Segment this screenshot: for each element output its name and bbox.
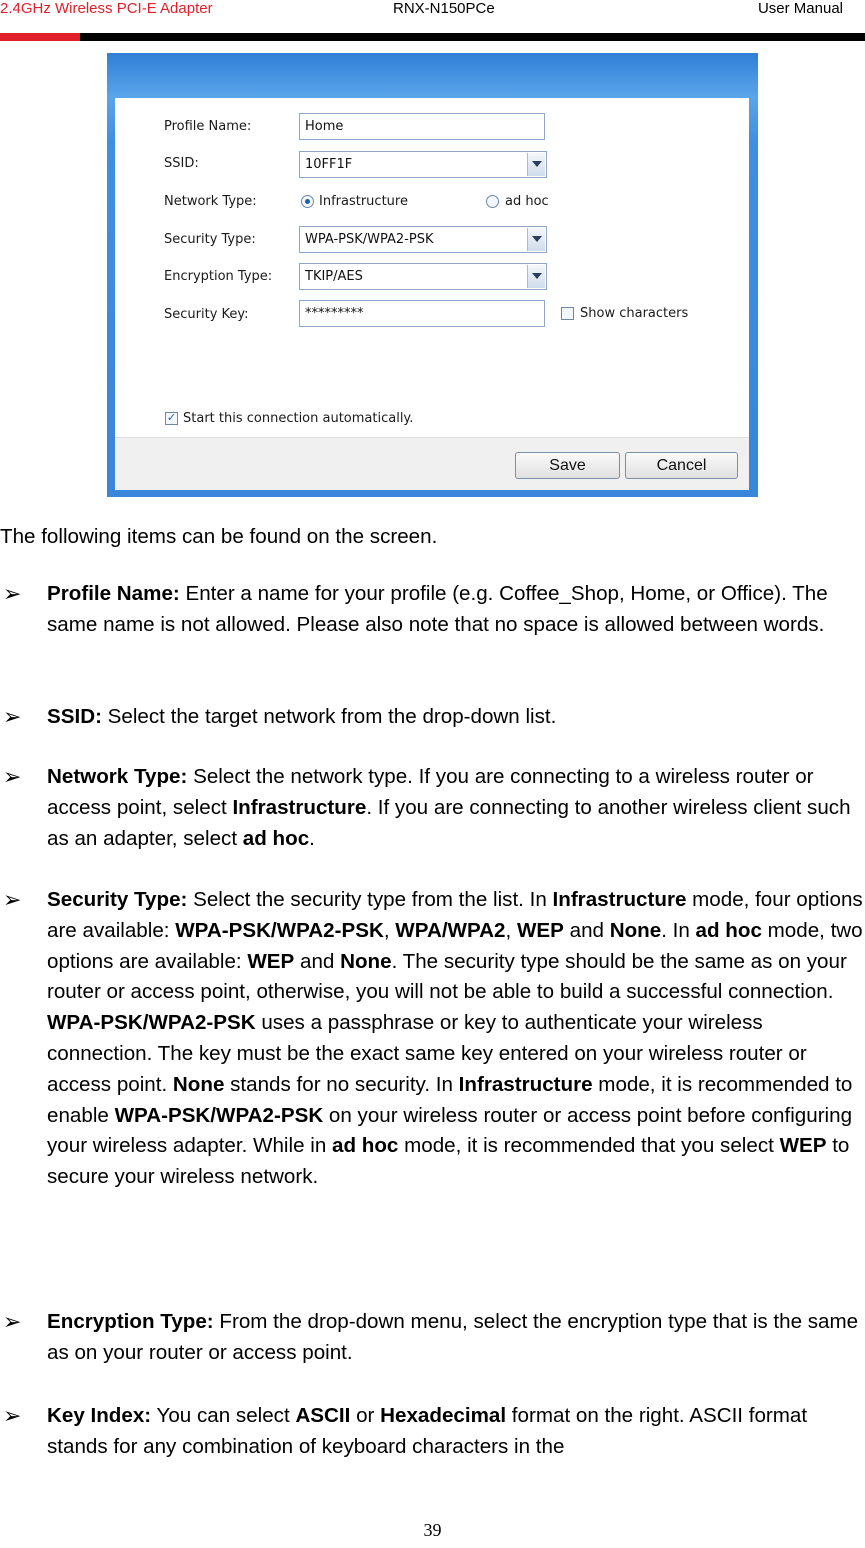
list-item — [0, 762, 865, 854]
profile-dialog-screenshot — [107, 53, 758, 497]
list-item — [0, 1401, 865, 1463]
ssid-value: 10FF1F — [305, 157, 353, 172]
page-number: 39 — [423, 1520, 442, 1540]
security-key-input[interactable]: ********* — [299, 300, 545, 327]
adhoc-radio-label: ad hoc — [505, 194, 549, 209]
item-text: Profile Name: Enter a name for your profile (e.g. Coffee_Shop, Home, or Office). The same name is not allowed. Please also note that no space is allowed between words. — [47, 582, 828, 636]
arrow-bullet-icon: ➢ — [3, 887, 22, 912]
chevron-down-icon[interactable] — [527, 228, 545, 251]
arrow-bullet-icon: ➢ — [3, 1403, 22, 1428]
header-rule-accent — [0, 33, 80, 41]
security-type-value: WPA-PSK/WPA2-PSK — [305, 232, 434, 247]
header-rule — [80, 33, 865, 41]
term: Encryption Type: — [47, 1310, 214, 1333]
term: Security Type: — [47, 888, 188, 911]
infrastructure-radio[interactable] — [301, 195, 314, 208]
item-text: Encryption Type: From the drop-down menu, select the encryption type that is the same as on your router or access point. — [47, 1310, 859, 1364]
encryption-type-select[interactable] — [299, 263, 547, 290]
cancel-button[interactable]: Cancel — [625, 452, 738, 479]
ssid-select[interactable] — [299, 151, 547, 178]
ssid-label: SSID: — [164, 156, 199, 171]
list-item — [0, 1307, 865, 1369]
encryption-type-value: TKIP/AES — [305, 269, 363, 284]
intro-paragraph: The following items can be found on the screen. — [0, 525, 438, 548]
profile-name-label: Profile Name: — [164, 119, 252, 134]
security-type-select[interactable] — [299, 226, 547, 253]
network-type-label: Network Type: — [164, 194, 257, 209]
term: SSID: — [47, 705, 102, 728]
header-model: RNX-N150PCe — [393, 0, 495, 17]
chevron-down-icon[interactable] — [527, 153, 545, 176]
item-text: Network Type: Select the network type. If you are connecting to a wireless router or access point, select Infrastructure. If you are connecting to another wireless client such as an adapter, select ad hoc. — [47, 765, 851, 850]
auto-connect-label: Start this connection automatically. — [183, 411, 414, 426]
save-button[interactable]: Save — [515, 452, 620, 479]
list-item — [0, 702, 865, 733]
profile-name-input[interactable]: Home — [299, 113, 545, 140]
term: Network Type: — [47, 765, 188, 788]
arrow-bullet-icon: ➢ — [3, 581, 22, 606]
encryption-type-label: Encryption Type: — [164, 269, 273, 284]
infrastructure-radio-label: Infrastructure — [319, 194, 408, 209]
chevron-down-icon[interactable] — [527, 265, 545, 288]
show-characters-label: Show characters — [580, 306, 689, 321]
term: Key Index: — [47, 1404, 152, 1427]
header-product: 2.4GHz Wireless PCI-E Adapter — [0, 0, 213, 17]
security-type-label: Security Type: — [164, 232, 256, 247]
arrow-bullet-icon: ➢ — [3, 704, 22, 729]
header-doc-type: User Manual — [757, 0, 843, 17]
list-item — [0, 579, 865, 641]
adhoc-radio[interactable] — [486, 195, 499, 208]
list-item — [0, 885, 865, 1193]
item-text: Security Type: Select the security type from the list. In Infrastructure mode, four options are available: WPA-PSK/WPA2-PSK, WPA/WPA2, WEP and None. In ad hoc mode, two options are available: WEP and None. The security type should be the same as on your router or access point, otherwise, you will not be able to build a successful connection. WPA-PSK/WPA2-PSK uses a passphrase or key to authenticate your wireless connection. The key must be the exact same key entered on your wireless router or access point. None stands for no security. In Infrastructure mode, it is recommended to enable WPA-PSK/WPA2-PSK on your wireless router or access point before configuring your wireless adapter. While in ad hoc mode, it is recommended that you select WEP to secure your wireless network. — [47, 888, 863, 1189]
arrow-bullet-icon: ➢ — [3, 1309, 22, 1334]
auto-connect-checkbox[interactable]: ✓ — [166, 412, 177, 424]
item-text: SSID: Select the target network from the drop-down list. — [47, 705, 557, 728]
security-key-label: Security Key: — [164, 307, 249, 322]
arrow-bullet-icon: ➢ — [3, 764, 22, 789]
term: Profile Name: — [47, 582, 180, 605]
item-text: Key Index: You can select ASCII or Hexadecimal format on the right. ASCII format stands for any combination of keyboard characters in the — [47, 1404, 808, 1458]
show-characters-checkbox[interactable] — [561, 307, 574, 320]
profile-dialog — [115, 98, 749, 489]
